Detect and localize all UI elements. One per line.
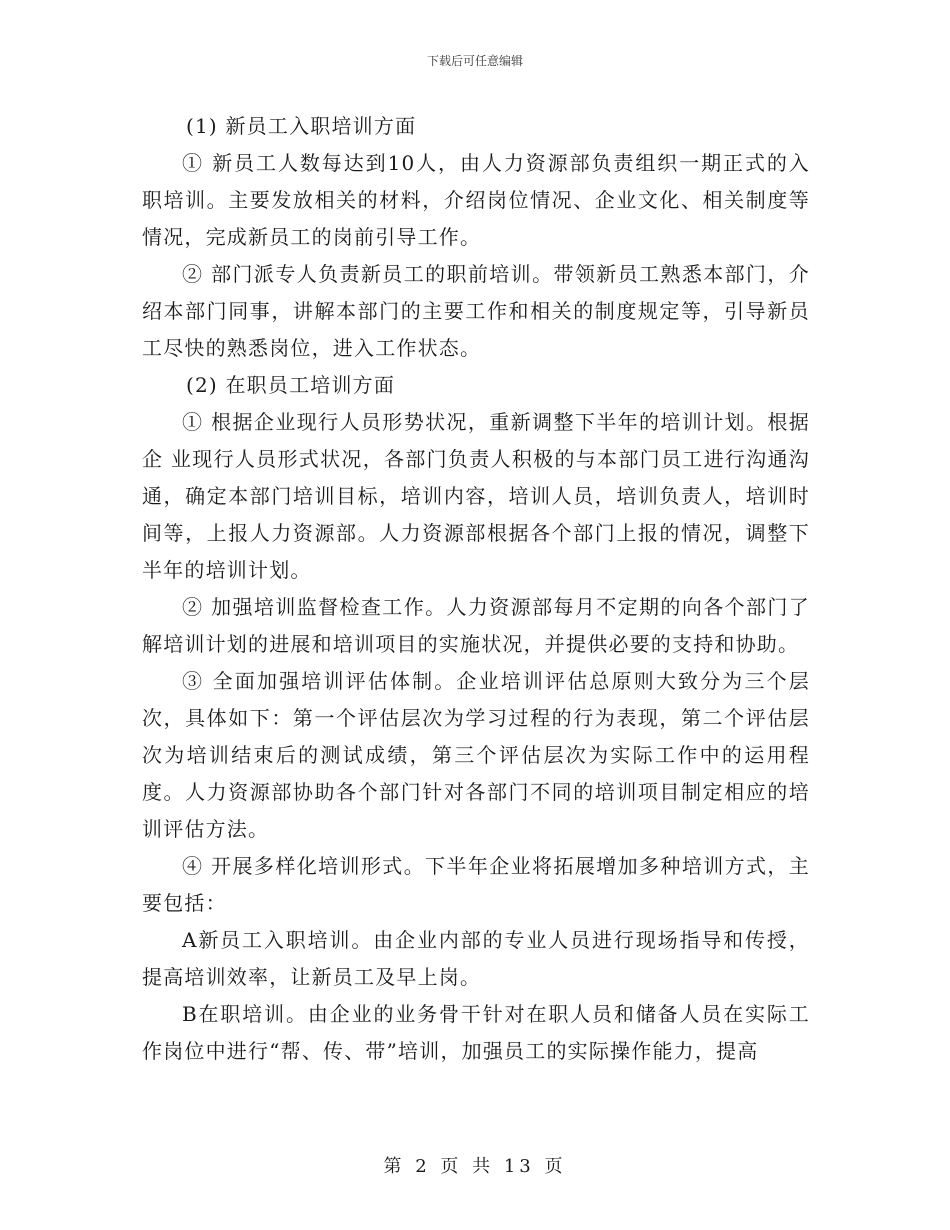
page-header-note: 下载后可任意编辑 (426, 54, 523, 68)
paragraph: ③ 全面加强培训评估体制。企业培训评估总原则大致分为三个层次，具体如下：第一个评估层次为学习过程的行为表现，第二个评估层次为培训结束后的测试成绩，第三个评估层次为实际工作中的运用程度。人力资源部协助各个部门针对各部门不同的培训项目制定相应的培训评估方法。 (142, 669, 810, 841)
document-body (142, 108, 810, 1070)
section-heading-new-employee: (1) 新员工入职培训方面 (186, 114, 417, 138)
paragraph: ② 部门派专人负责新员工的职前培训。带领新员工熟悉本部门，介绍本部门同事，讲解本部门的主要工作和相关的制度规定等，引导新员工尽快的熟悉岗位，进入工作状态。 (142, 262, 810, 360)
paragraph: B在职培训。由企业的业务骨干针对在职人员和储备人员在实际工作岗位中进行“帮、传、带”培训，加强员工的实际操作能力，提高 (142, 1002, 810, 1063)
paragraph: ④ 开展多样化培训形式。下半年企业将拓展增加多种培训方式，主要包括： (142, 854, 810, 915)
paragraph: ② 加强培训监督检查工作。人力资源部每月不定期的向各个部门了解培训计划的进展和培训项目的实施状况，并提供必要的支持和协助。 (142, 595, 810, 656)
paragraph: ① 新员工人数每达到10人，由人力资源部负责组织一期正式的入职培训。主要发放相关的材料，介绍岗位情况、企业文化、相关制度等情况，完成新员工的岗前引导工作。 (142, 151, 810, 249)
paragraph: ① 根据企业现行人员形势状况，重新调整下半年的培训计划。根据企 业现行人员形式状况，各部门负责人积极的与本部门员工进行沟通沟通，确定本部门培训目标，培训内容，培训人员，培训负责人，培训时间等，上报人力资源部。人力资源部根据各个部门上报的情况，调整下半年的培训计划。 (142, 410, 810, 582)
paragraph: A新员工入职培训。由企业内部的专业人员进行现场指导和传授，提高培训效率，让新员工及早上岗。 (142, 928, 810, 989)
page-number: 第 2 页 共 13 页 (383, 1156, 567, 1177)
section-heading-in-service: (2) 在职员工培训方面 (186, 373, 396, 397)
